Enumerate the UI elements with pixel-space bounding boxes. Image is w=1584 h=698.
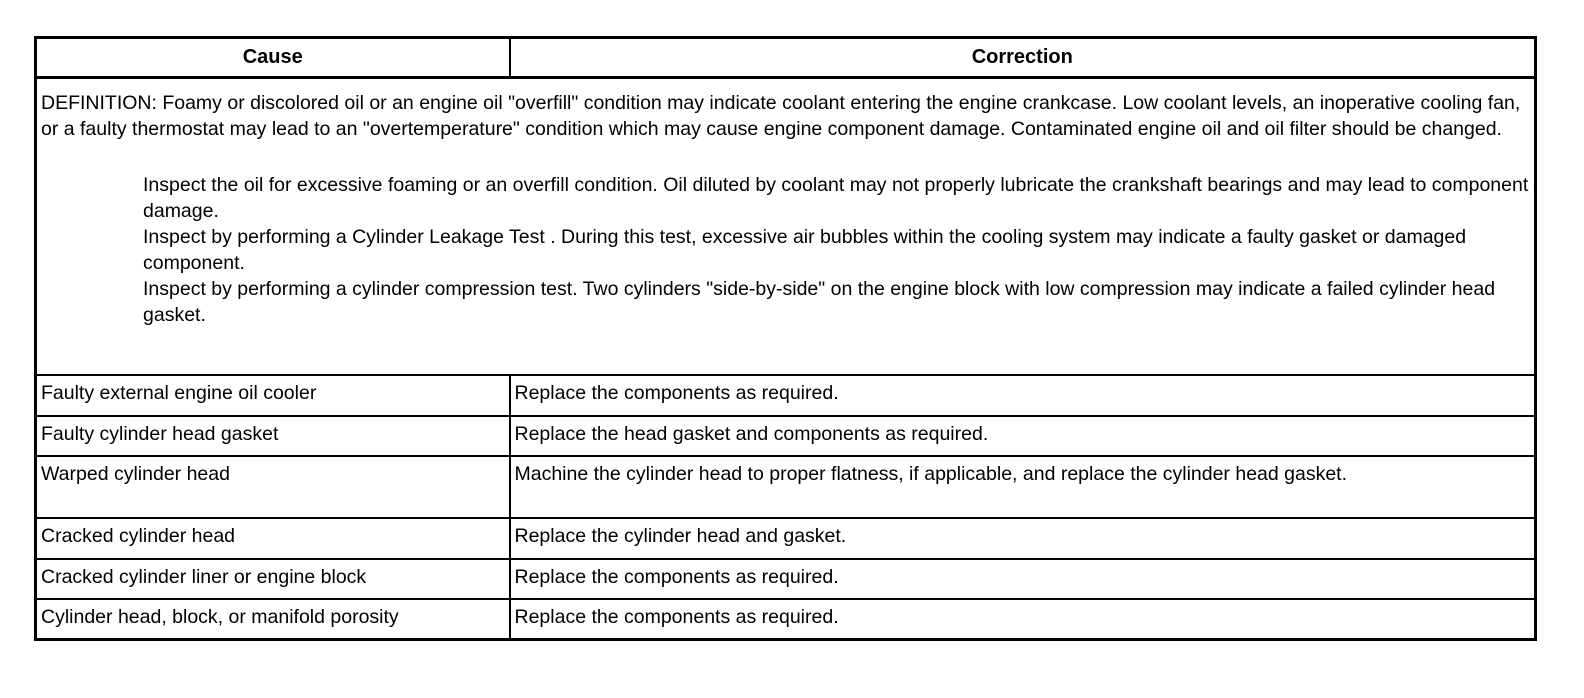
definition-row — [36, 78, 1536, 375]
diagnostic-table — [34, 36, 1537, 641]
correction-cell: Replace the components as required. — [510, 559, 1536, 599]
definition-cell — [36, 78, 1536, 375]
table-row — [36, 518, 1536, 559]
table-row — [36, 599, 1536, 640]
inspection-step: Inspect by performing a cylinder compression test. Two cylinders "side-by-side" on the engine block with low compression may indicate a failed cylinder head gasket. — [143, 278, 1496, 326]
cause-cell: Faulty external engine oil cooler — [36, 375, 510, 416]
inspection-steps — [143, 172, 1530, 328]
cause-cell: Warped cylinder head — [36, 456, 510, 518]
cause-cell: Cylinder head, block, or manifold porosity — [36, 599, 510, 640]
table-row — [36, 456, 1536, 518]
correction-cell: Replace the components as required. — [510, 375, 1536, 416]
table-row — [36, 416, 1536, 456]
inspection-step: Inspect the oil for excessive foaming or an overfill condition. Oil diluted by coolant may not properly lubricate the crankshaft bearings and may lead to component damage. — [143, 174, 1529, 222]
table-row — [36, 559, 1536, 599]
cause-cell: Cracked cylinder liner or engine block — [36, 559, 510, 599]
definition-text: DEFINITION: Foamy or discolored oil or an engine oil "overfill" condition may indicate coolant entering the engine crankcase. Low coolant levels, an inoperative cooling fan, or a faulty thermostat may lead to an "overtemperature" condition which may cause engine component damage. Contaminated engine oil and oil filter should be changed. — [41, 92, 1521, 140]
table-row — [36, 375, 1536, 416]
header-correction: Correction — [510, 38, 1536, 78]
inspection-step: Inspect by performing a Cylinder Leakage Test . During this test, excessive air bubbles within the cooling system may indicate a faulty gasket or damaged component. — [143, 226, 1467, 274]
correction-cell: Replace the components as required. — [510, 599, 1536, 640]
cause-cell: Faulty cylinder head gasket — [36, 416, 510, 456]
correction-cell: Replace the cylinder head and gasket. — [510, 518, 1536, 559]
correction-cell: Machine the cylinder head to proper flatness, if applicable, and replace the cylinder head gasket. — [510, 456, 1536, 518]
cause-cell: Cracked cylinder head — [36, 518, 510, 559]
header-cause: Cause — [36, 38, 510, 78]
correction-cell: Replace the head gasket and components as required. — [510, 416, 1536, 456]
header-row — [36, 38, 1536, 78]
